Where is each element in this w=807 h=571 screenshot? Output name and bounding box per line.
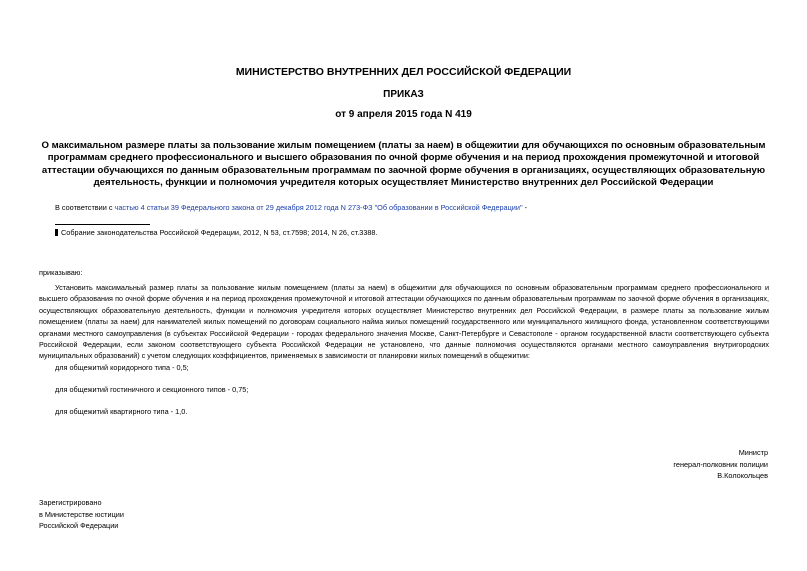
registration-line-3: Российской Федерации (39, 521, 119, 530)
decree-paragraph: Установить максимальный размер платы за пользование жилым помещением (платы за наем) в общежитии для обучающихся по основным образовательным программам среднего профессионального и высшего образования по очной форме обучения и на период прохождения промежуточной и итоговой аттестации обучающихся по данным образовательным программам по заочной форме обучения в организациях, осуществляющих образовательную деятельность, функции и полномочия учредителя которых осуществляет Министерство внутренних дел Российской Федерации, в размере платы за пользование жилым помещением (платы за наем) для нанимателей жилых помещений по договорам социального найма жилых помещений государственного или муниципального жилищного фонда, установленном соответствующими органами местного самоуправления (в субъектах Российской Федерации - городах федерального значения Москве, Санкт-Петербурге и Севастополе - органом государственной власти соответствующего субъекта Российской Федерации, если законом соответствующего субъекта Российской Федерации не установлено, что данные полномочия осуществляются органами местного самоуправления внутригородских муниципальных образований) с учетом следующих коэффициентов, применяемых в зависимости от планировки жилых помещений в общежитии: (39, 283, 769, 361)
preamble (55, 203, 527, 212)
document-title: О максимальном размере платы за пользование жилым помещением (платы за наем) в общежитии для обучающихся по основным образовательным программам среднего профессионального и высшего образования по очной форме обучения и на период прохождения промежуточной и итоговой аттестации обучающихся по данным образовательным программам по заочной форме обучения в организациях, осуществляющих образовательную деятельность, функции и полномочия учредителя которых осуществляет Министерство внутренних дел Российской Федерации (41, 140, 766, 189)
decree-body (39, 282, 769, 362)
registration-block (39, 497, 124, 532)
coefficient-corridor: для общежитий коридорного типа - 0,5; (55, 363, 189, 372)
preamble-suffix: - (522, 203, 528, 212)
footnote (55, 228, 378, 237)
law-link[interactable]: частью 4 статьи 39 Федерального закона от 29 декабря 2012 года N 273-ФЗ "Об образовании в Российской Федерации" (114, 203, 523, 212)
decree-word: приказываю: (39, 268, 83, 277)
date-number-heading: от 9 апреля 2015 года N 419 (335, 109, 472, 120)
coefficient-hotel-section: для общежитий гостиничного и секционного типов - 0,75; (55, 385, 249, 394)
registration-line-1: Зарегистрировано (39, 498, 102, 507)
signature-name: В.Колокольцев (717, 471, 768, 480)
footnote-marker-icon (55, 229, 58, 236)
registration-line-2: в Министерстве юстиции (39, 509, 124, 519)
doc-type-heading: ПРИКАЗ (383, 89, 424, 100)
footnote-divider (55, 224, 150, 225)
coefficient-apartment: для общежитий квартирного типа - 1,0. (55, 407, 188, 416)
signature-block (673, 447, 768, 482)
signature-position: Министр (738, 448, 768, 457)
ministry-heading: МИНИСТЕРСТВО ВНУТРЕННИХ ДЕЛ РОССИЙСКОЙ ФЕДЕРАЦИИ (235, 66, 572, 78)
signature-rank: генерал-полковник полиции (673, 459, 768, 469)
footnote-text: Собрание законодательства Российской Федерации, 2012, N 53, ст.7598; 2014, N 26, ст.3388. (61, 228, 378, 237)
preamble-prefix: В соответствии с (55, 203, 115, 212)
